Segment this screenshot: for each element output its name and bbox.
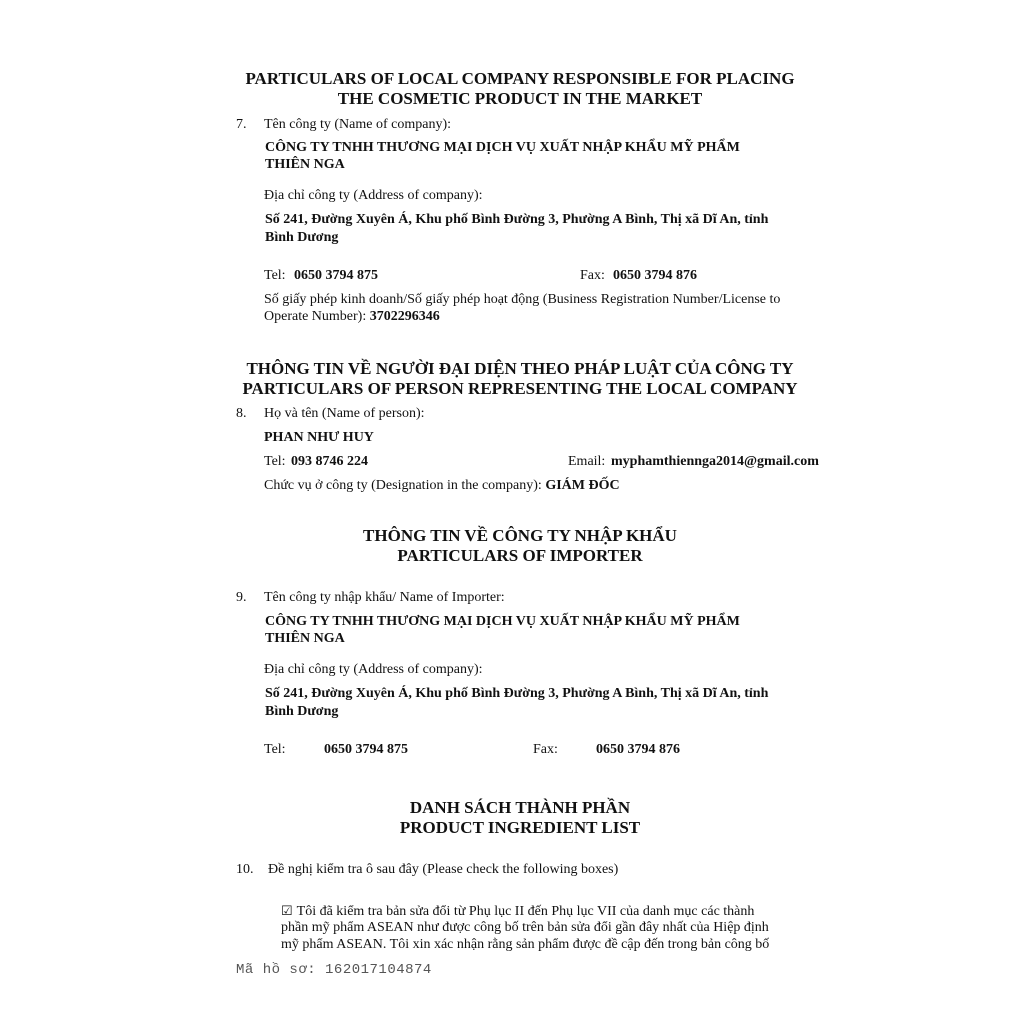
section1-address-line2: Bình Dương	[265, 230, 339, 245]
section3-importer-name-label: Tên công ty nhập khẩu/ Name of Importer:	[264, 590, 505, 605]
section3-tel-value: 0650 3794 875	[324, 742, 408, 757]
section4-checkbox-line3: mỹ phẩm ASEAN. Tôi xin xác nhận rằng sản phẩm được đề cập đến trong bản công bố	[281, 937, 770, 952]
section2-tel-label: Tel:	[264, 454, 286, 469]
section1-license-value: 3702296346	[369, 309, 440, 324]
section3-company-name-line1: CÔNG TY TNHH THƯƠNG MẠI DỊCH VỤ XUẤT NHẬP KHẨU MỸ PHẨM	[265, 614, 740, 629]
section3-address-line2: Bình Dương	[265, 704, 339, 719]
section3-fax-label: Fax:	[533, 742, 558, 757]
section2-item-number: 8.	[236, 406, 247, 421]
section1-heading-line2: THE COSMETIC PRODUCT IN THE MARKET	[337, 89, 703, 108]
section1-fax-value: 0650 3794 876	[613, 268, 697, 283]
section4-checkbox-line1	[281, 902, 805, 920]
section3-fax-value: 0650 3794 876	[596, 742, 680, 757]
section2-heading-line2: PARTICULARS OF PERSON REPRESENTING THE LOCAL COMPANY	[242, 379, 798, 398]
section2-tel-value: 093 8746 224	[291, 454, 368, 469]
section1-item-number: 7.	[236, 117, 247, 132]
section3-address-label: Địa chỉ công ty (Address of company):	[264, 662, 483, 677]
section1-tel-label: Tel:	[264, 268, 286, 283]
section1-company-name-line1: CÔNG TY TNHH THƯƠNG MẠI DỊCH VỤ XUẤT NHẬP KHẨU MỸ PHẨM	[265, 140, 740, 155]
section4-checkbox-line2: phần mỹ phẩm ASEAN như được công bố trên bản sửa đổi gần đây nhất của Hiệp định	[281, 920, 769, 935]
section3-address-line1: Số 241, Đường Xuyên Á, Khu phố Bình Đường 3, Phường A Bình, Thị xã Dĩ An, tỉnh	[265, 686, 769, 701]
section2-person-name-label: Họ và tên (Name of person):	[264, 406, 425, 421]
checked-box-icon[interactable]: ☑	[281, 903, 293, 918]
section1-fax-label: Fax:	[580, 268, 605, 283]
section4-instruction: Đề nghị kiểm tra ô sau đây (Please check the following boxes)	[268, 862, 619, 877]
section2-designation-value: GIÁM ĐỐC	[545, 478, 620, 493]
section3-item-number: 9.	[236, 590, 247, 605]
section1-license-line2	[264, 308, 440, 326]
section3-tel-label: Tel:	[264, 742, 286, 757]
section4-heading-line1: DANH SÁCH THÀNH PHẦN	[409, 798, 631, 817]
section4-heading-line2: PRODUCT INGREDIENT LIST	[399, 818, 641, 837]
section2-email-value: myphamthiennga2014@gmail.com	[611, 454, 819, 469]
section1-company-name-line2: THIÊN NGA	[265, 157, 345, 172]
dossier-code: Mã hồ sơ: 162017104874	[236, 962, 432, 978]
section3-heading-line2: PARTICULARS OF IMPORTER	[397, 546, 643, 565]
section3-heading-line1: THÔNG TIN VỀ CÔNG TY NHẬP KHẨU	[363, 526, 677, 545]
section2-designation-label: Chức vụ ở công ty (Designation in the company):	[264, 478, 542, 493]
section2-designation	[264, 477, 620, 495]
section1-license-label: Operate Number):	[264, 309, 367, 324]
section4-item-number: 10.	[236, 862, 254, 877]
section4-checkbox-text-line1: Tôi đã kiểm tra bản sửa đổi từ Phụ lục II đến Phụ lục VII của danh mục các thành	[296, 904, 755, 919]
section1-tel-value: 0650 3794 875	[294, 268, 378, 283]
section1-heading-line1: PARTICULARS OF LOCAL COMPANY RESPONSIBLE FOR PLACING	[245, 69, 795, 88]
section3-company-name-line2: THIÊN NGA	[265, 631, 345, 646]
section2-heading-line1: THÔNG TIN VỀ NGƯỜI ĐẠI DIỆN THEO PHÁP LUẬT CỦA CÔNG TY	[246, 359, 794, 378]
section2-person-name: PHAN NHƯ HUY	[264, 430, 374, 445]
section1-address-label: Địa chỉ công ty (Address of company):	[264, 188, 483, 203]
section1-address-line1: Số 241, Đường Xuyên Á, Khu phố Bình Đường 3, Phường A Bình, Thị xã Dĩ An, tỉnh	[265, 212, 769, 227]
section1-license-line1: Số giấy phép kinh doanh/Số giấy phép hoạt động (Business Registration Number/License to	[264, 292, 781, 307]
section1-company-name-label: Tên công ty (Name of company):	[264, 117, 451, 132]
section2-email-label: Email:	[568, 454, 606, 469]
